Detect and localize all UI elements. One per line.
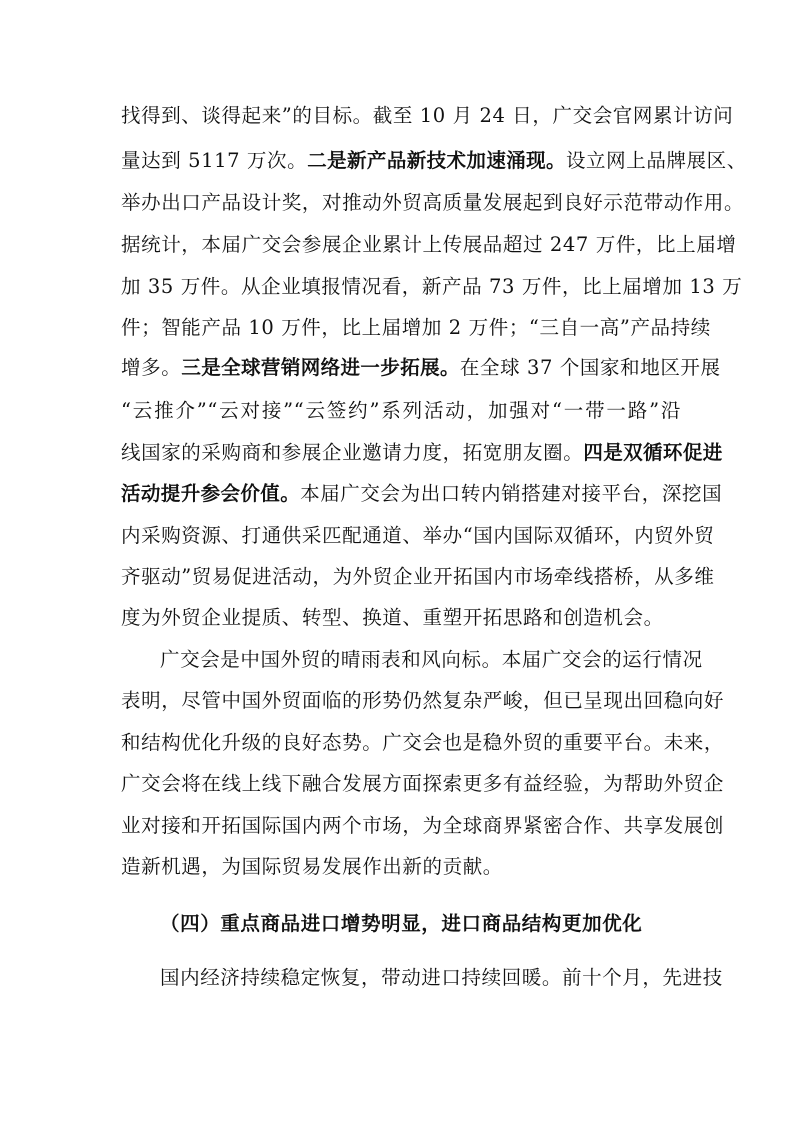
text-line — [121, 482, 723, 508]
text-line — [121, 149, 747, 175]
text-line: 找得到、谈得起来”的目标。截至 10 月 24 日，广交会官网累计访问 — [121, 104, 734, 127]
text-span: 在全球 37 个国家和地区开展 — [459, 356, 721, 379]
text-line: 据统计，本届广交会参展企业累计上传展品超过 247 万件，比上届增 — [121, 233, 737, 256]
bold-highlight: 四是双循环促进 — [583, 441, 723, 464]
text-span: 本届广交会为出口转内销搭建对接平台，深挖国 — [300, 482, 723, 505]
text-line: 齐驱动”贸易促进活动，为外贸企业开拓国内市场牵线搭桥，从多维 — [121, 565, 715, 588]
text-line: 广交会将在线上线下融合发展方面探索更多有益经验，为帮助外贸企 — [121, 772, 725, 795]
text-line: 造新机遇，为国际贸易发展作出新的贡献。 — [121, 855, 503, 878]
text-line: 度为外贸企业提质、转型、换道、重塑开拓思路和创造机会。 — [121, 606, 664, 629]
text-span: 量达到 5117 万次。 — [121, 149, 308, 172]
bold-highlight: 二是新产品新技术加速涌现。 — [307, 149, 566, 172]
text-line: 内采购资源、打通供采匹配通道、举办“国内国际双循环，内贸外贸 — [121, 524, 715, 547]
text-line: 件；智能产品 10 万件，比上届增加 2 万件；“三自一高”产品持续 — [121, 316, 711, 339]
text-line: 表明，尽管中国外贸面临的形势仍然复杂严峻，但已呈现出回稳向好 — [121, 689, 725, 712]
text-line: 国内经济持续稳定恢复，带动进口持续回暖。前十个月，先进技 — [160, 966, 723, 989]
text-line — [121, 356, 721, 382]
text-span: 增多。 — [121, 356, 182, 379]
bold-highlight: 活动提升参会价值。 — [121, 482, 301, 505]
bold-highlight: 三是全球营销网络进一步拓展。 — [181, 356, 460, 379]
text-line: 业对接和开拓国际国内两个市场，为全球商界紧密合作、共享发展创 — [121, 814, 725, 837]
text-line: 广交会是中国外贸的晴雨表和风向标。本届广交会的运行情况 — [160, 648, 703, 671]
text-span: 线国家的采购商和参展企业邀请力度，拓宽朋友圈。 — [121, 441, 584, 464]
text-line: 举办出口产品设计奖，对推动外贸高质量发展起到良好示范带动作用。 — [121, 191, 745, 214]
text-line: 和结构优化升级的良好态势。广交会也是稳外贸的重要平台。未来， — [121, 731, 725, 754]
text-line: “云推介”“云对接”“云签约”系列活动，加强对“一带一路”沿 — [121, 399, 681, 422]
text-span: 设立网上品牌展区、 — [565, 149, 747, 172]
text-line: 加 35 万件。从企业填报情况看，新产品 73 万件，比上届增加 13 万 — [121, 275, 743, 298]
text-line — [121, 441, 723, 467]
section-heading: （四）重点商品进口增势明显，进口商品结构更加优化 — [160, 912, 643, 935]
